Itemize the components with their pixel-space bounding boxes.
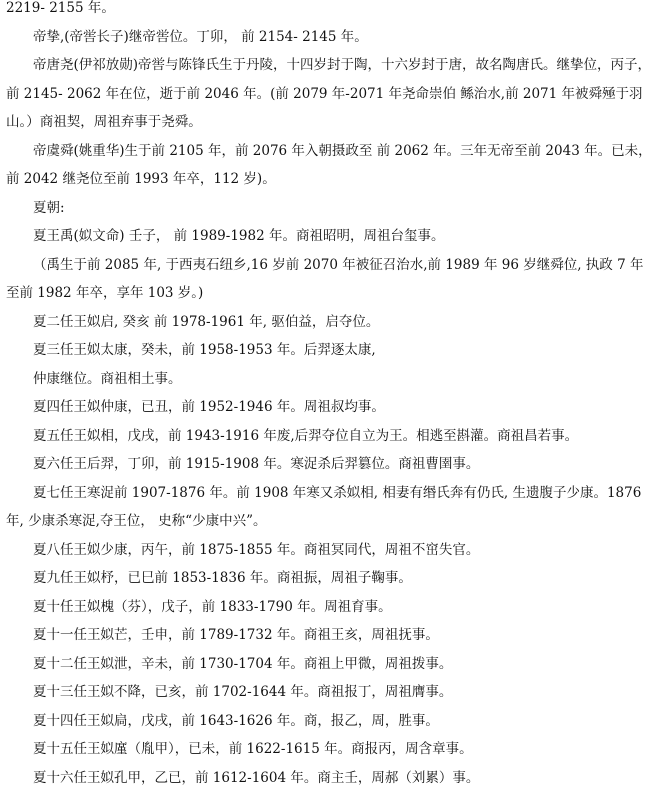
paragraph: 夏五任王姒相，戊戌，前 1943-1916 年废,后羿夺位自立为王。相逃至斟灌。商祖昌若事。 [6,422,654,451]
paragraph: 夏十一任王姒芒，壬申，前 1789-1732 年。商祖王亥，周祖抚事。 [6,621,654,650]
paragraph: 夏六任王后羿，丁卯，前 1915-1908 年。寒浞杀后羿篡位。商祖曹圉事。 [6,450,654,479]
paragraph: 夏四任王姒仲康，已丑，前 1952-1946 年。周祖叔均事。 [6,393,654,422]
paragraph: 夏十三任王姒不降，已亥，前 1702-1644 年。商祖报丁，周祖膺事。 [6,678,654,707]
paragraph: 夏七任王寒浞前 1907-1876 年。前 1908 年寒又杀姒相, 相妻有缗氏奔有仍氏, 生遗腹子少康。1876 年, 少康杀寒浞,夺王位， 史称“少康中兴”。 [6,479,654,536]
paragraph: 夏王禹(姒文命) 壬子， 前 1989-1982 年。商祖昭明，周祖台玺事。 [6,222,654,251]
paragraph: 夏十任王姒槐（芬），戊子，前 1833-1790 年。周祖育事。 [6,593,654,622]
paragraph: （禹生于前 2085 年, 于西夷石纽乡,16 岁前 2070 年被征召治水,前 1989 年 96 岁继舜位, 执政 7 年至前 1982 年卒，享年 103 岁。) [6,251,654,308]
paragraph: 夏十二任王姒泄，辛未，前 1730-1704 年。商祖上甲微，周祖拨事。 [6,650,654,679]
paragraph: 夏三任王姒太康，癸未，前 1958-1953 年。后羿逐太康, [6,336,654,365]
paragraph: 夏十五任王姒廑（胤甲），已未，前 1622-1615 年。商报丙，周含章事。 [6,735,654,764]
text-line: 2219- 2155 年。 [6,0,654,23]
paragraph: 夏八任王姒少康，丙午，前 1875-1855 年。商祖冥同代，周祖不窋失官。 [6,536,654,565]
paragraph: 帝挚,(帝喾长子)继帝喾位。丁卯， 前 2154- 2145 年。 [6,23,654,52]
paragraph: 夏十四任王姒扃，戊戌，前 1643-1626 年。商，报乙，周，胜事。 [6,707,654,736]
paragraph: 夏二任王姒启, 癸亥 前 1978-1961 年, 驱伯益，启夺位。 [6,308,654,337]
section-heading: 夏朝: [6,194,654,223]
paragraph: 仲康继位。商祖相土事。 [6,365,654,394]
paragraph: 夏九任王姒杼，已巳前 1853-1836 年。商祖振，周祖子鞠事。 [6,564,654,593]
paragraph: 帝虞舜(姚重华)生于前 2105 年，前 2076 年入朝摄政至 前 2062 年。三年无帝至前 2043 年。已未，前 2042 继尧位至前 1993 年卒，112 岁)。 [6,137,654,194]
paragraph: 夏十六任王姒孔甲，乙已，前 1612-1604 年。商主壬，周郝（刘累）事。 [6,764,654,792]
paragraph: 帝唐尧(伊祁放勋)帝喾与陈锋氏生于丹陵，十四岁封于陶，十六岁封于唐，故名陶唐氏。继挚位，丙子， 前 2145- 2062 年在位，逝于前 2046 年。(前 2079 年-2071 年尧命崇伯 鲧治水,前 2071 年被舜殛于羽山。）商祖契，周祖弃事于尧舜。 [6,51,654,137]
